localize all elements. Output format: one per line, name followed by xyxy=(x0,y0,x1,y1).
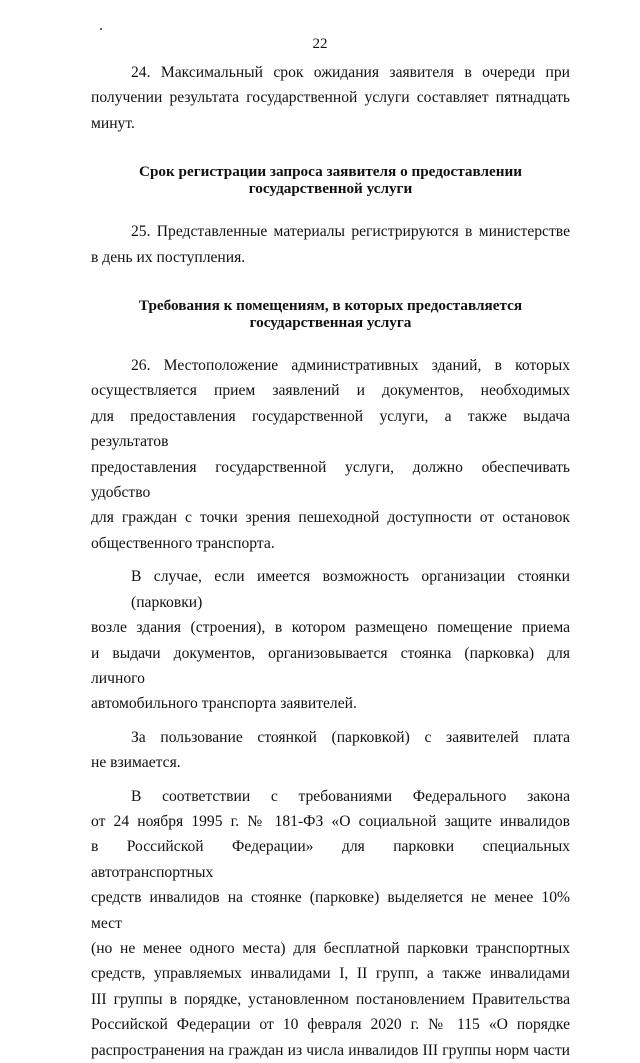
text-line: III группы в порядке, установленном постановлением Правительства xyxy=(91,990,570,1008)
text-line: 24. Максимальный срок ожидания заявителя в очереди при xyxy=(131,64,570,81)
section-heading-registration xyxy=(91,163,570,197)
heading-line: государственная услуга xyxy=(249,314,412,332)
text-line: предоставления государственной услуги, должно обеспечивать удобство xyxy=(91,458,570,502)
paragraph-law xyxy=(91,784,570,1063)
text-line: от 24 ноября 1995 г. № 181-ФЗ «О социальной защите инвалидов xyxy=(91,812,570,830)
document-body xyxy=(91,60,570,1063)
text-line: в Российской Федерации» для парковки специальных автотранспортных xyxy=(91,838,570,881)
text-line: и выдачи документов, организовывается стоянка (парковка) для личного xyxy=(91,644,570,687)
heading-line: Срок регистрации запроса заявителя о предоставлении xyxy=(139,163,522,181)
text-line: общественного транспорта. xyxy=(91,534,275,552)
text-line: возле здания (строения), в котором размещено помещение приема xyxy=(91,619,570,637)
text-line: не взимается. xyxy=(91,754,181,772)
text-line: Российской Федерации от 10 февраля 2020 г. № 115 «О порядке xyxy=(91,1016,570,1034)
paragraph-parking xyxy=(91,564,570,716)
text-line: осуществляется прием заявлений и документов, необходимых xyxy=(91,382,570,400)
text-line: (но не менее одного места) для бесплатной парковки транспортных xyxy=(91,939,570,957)
heading-line: Требования к помещениям, в которых предоставляется xyxy=(138,297,523,315)
text-line: для граждан с точки зрения пешеходной доступности от остановок xyxy=(91,509,570,527)
scan-speck xyxy=(100,28,102,30)
text-line: За пользование стоянкой (парковкой) с заявителей плата xyxy=(131,728,570,746)
heading-line: государственной услуги xyxy=(248,180,413,198)
text-line: В соответствии с требованиями Федерального закона xyxy=(131,787,570,805)
text-line: средств инвалидов на стоянке (парковке) выделяется не менее 10% мест xyxy=(91,889,570,932)
text-line: В случае, если имеется возможность организации стоянки (парковки) xyxy=(131,568,570,611)
paragraph-fee xyxy=(91,725,570,776)
paragraph-26 xyxy=(91,353,570,556)
paragraph-24 xyxy=(91,60,570,136)
text-line: 26. Местоположение административных зданий, в которых xyxy=(131,357,570,375)
text-line: распространения на граждан из числа инвалидов III группы норм части xyxy=(91,1041,570,1059)
text-line: получении результата государственной услуги составляет пятнадцать xyxy=(91,89,570,107)
text-line: средств, управляемых инвалидами I, II групп, а также инвалидами xyxy=(91,965,570,983)
text-line: минут. xyxy=(91,114,135,132)
page-number: 22 xyxy=(312,36,328,52)
paragraph-25 xyxy=(91,219,570,270)
text-line: в день их поступления. xyxy=(91,248,246,266)
text-line: автомобильного транспорта заявителей. xyxy=(91,695,357,713)
text-line: для предоставления государственной услуги, а также выдача результатов xyxy=(91,407,570,451)
text-line: 25. Представленные материалы регистрируются в министерстве xyxy=(131,223,570,241)
section-heading-premises xyxy=(91,297,570,331)
